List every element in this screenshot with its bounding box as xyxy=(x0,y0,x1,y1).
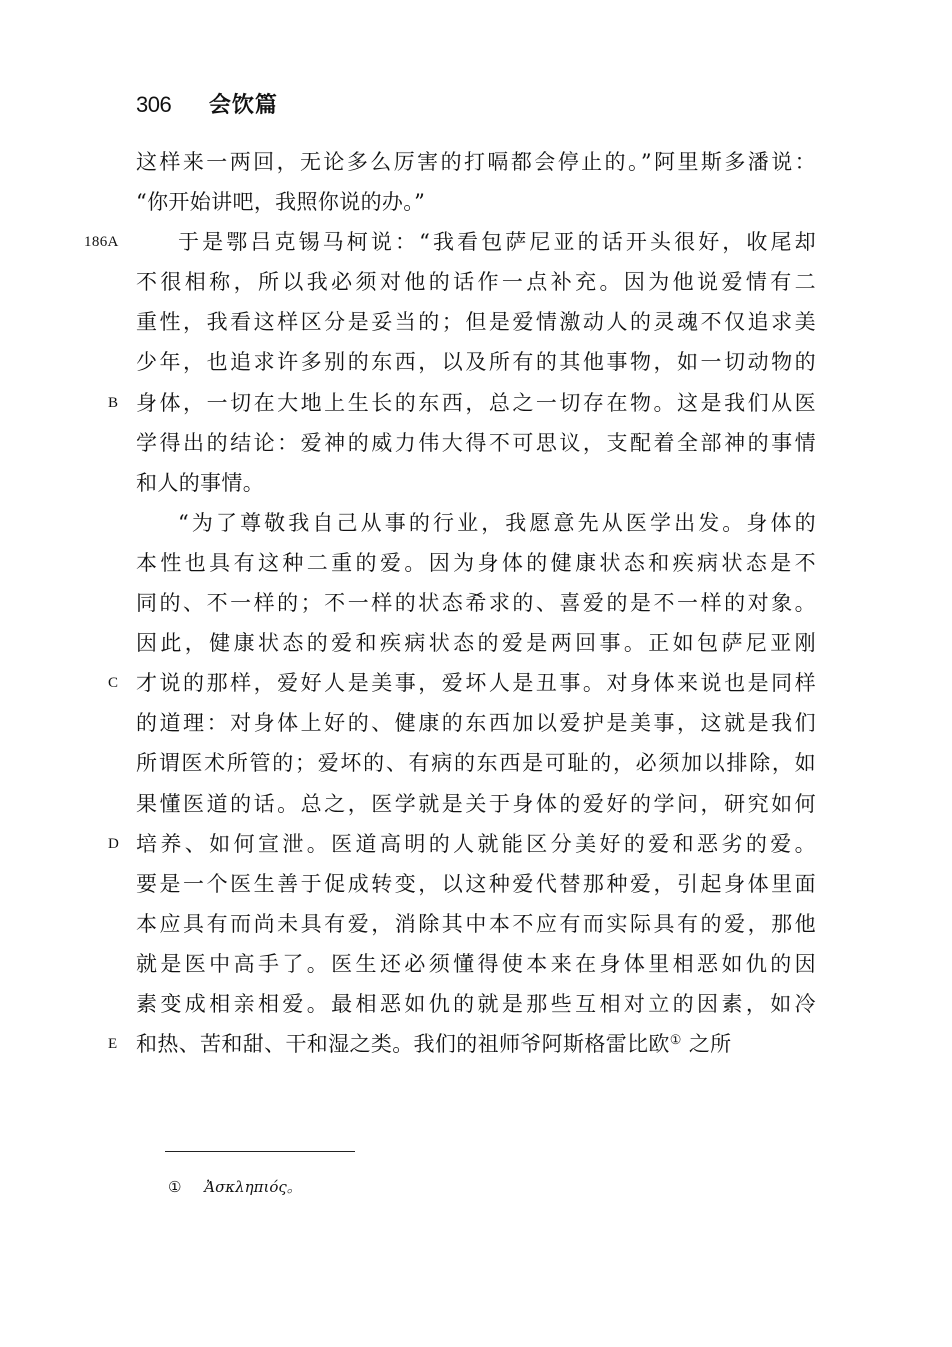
text-line xyxy=(136,864,816,904)
text-line xyxy=(136,503,816,543)
line-text: 和人的事情。 xyxy=(136,470,265,495)
line-text: 和热、苦和甜、干和湿之类。我们的祖师爷阿斯格雷比欧 xyxy=(136,1032,670,1057)
text-line xyxy=(136,944,816,984)
text-line xyxy=(136,463,816,503)
text-line xyxy=(136,984,816,1024)
text-line xyxy=(136,182,816,222)
text-line xyxy=(136,904,816,944)
text-line xyxy=(108,824,816,864)
line-text: 于是鄂吕克锡马柯说：“我看包萨尼亚的话开头很好，收尾却 xyxy=(178,230,816,255)
running-title: 会饮篇 xyxy=(208,93,278,118)
text-line xyxy=(108,663,816,703)
page-header xyxy=(136,88,278,119)
stephanus-marker: D xyxy=(108,835,120,852)
text-line xyxy=(136,743,816,783)
text-line xyxy=(136,543,816,583)
line-text: 所谓医术所管的；爱坏的、有病的东西是可耻的，必须加以排除，如 xyxy=(136,751,816,776)
text-line xyxy=(136,423,816,463)
text-line xyxy=(136,784,816,824)
stephanus-marker: 186A xyxy=(84,234,119,251)
footnote-mark: ① xyxy=(168,1178,182,1196)
line-text: 同的、不一样的；不一样的状态希求的、喜爱的是不一样的对象。 xyxy=(136,591,816,616)
line-text: 要是一个医生善于促成转变，以这种爱代替那种爱，引起身体里面 xyxy=(136,871,816,896)
footnote-divider xyxy=(165,1151,355,1152)
text-line xyxy=(136,262,816,302)
line-text-tail: 之所 xyxy=(681,1032,732,1057)
line-text: 本性也具有这种二重的爱。因为身体的健康状态和疾病状态是不 xyxy=(136,550,816,575)
line-text: 因此，健康状态的爱和疾病状态的爱是两回事。正如包萨尼亚刚 xyxy=(136,631,816,656)
text-line xyxy=(108,383,816,423)
line-text: “你开始讲吧，我照你说的办。” xyxy=(136,190,426,215)
footnote-text: Ἀσκληπιός。 xyxy=(204,1178,302,1196)
footnote xyxy=(168,1176,302,1197)
text-line xyxy=(108,1024,816,1064)
stephanus-marker: E xyxy=(108,1036,118,1053)
text-line xyxy=(136,342,816,382)
line-text: 就是医中高手了。医生还必须懂得使本来在身体里相恶如仇的因 xyxy=(136,951,816,976)
line-text: 学得出的结论：爱神的威力伟大得不可思议，支配着全部神的事情 xyxy=(136,430,816,455)
line-text: 才说的那样，爱好人是美事，爱坏人是丑事。对身体来说也是同样 xyxy=(136,671,816,696)
stephanus-marker: B xyxy=(108,394,119,411)
text-line xyxy=(136,302,816,342)
line-text: 果懂医道的话。总之，医学就是关于身体的爱好的学问，研究如何 xyxy=(136,791,816,816)
line-text: 身体，一切在大地上生长的东西，总之一切存在物。这是我们从医 xyxy=(136,390,816,415)
line-text: 少年，也追求许多别的东西，以及所有的其他事物，如一切动物的 xyxy=(136,350,816,375)
line-text: 的道理：对身体上好的、健康的东西加以爱护是美事，这就是我们 xyxy=(136,711,816,736)
line-text: 素变成相亲相爱。最相恶如仇的就是那些互相对立的因素，如冷 xyxy=(136,991,816,1016)
page-number: 306 xyxy=(136,92,172,117)
line-text: 培养、如何宣泄。医道高明的人就能区分美好的爱和恶劣的爱。 xyxy=(136,831,816,856)
line-text: 不很相称，所以我必须对他的话作一点补充。因为他说爱情有二 xyxy=(136,270,816,295)
text-line xyxy=(136,142,816,182)
text-line xyxy=(136,583,816,623)
line-text: 本应具有而尚未具有爱，消除其中本不应有而实际具有的爱，那他 xyxy=(136,911,816,936)
stephanus-marker: C xyxy=(108,675,119,692)
text-line xyxy=(136,623,816,663)
text-line xyxy=(84,222,816,262)
line-text: “为了尊敬我自己从事的行业，我愿意先从医学出发。身体的 xyxy=(178,510,816,535)
text-line xyxy=(136,703,816,743)
footnote-reference: ① xyxy=(669,1033,682,1049)
line-text: 重性，我看这样区分是妥当的；但是爱情激动人的灵魂不仅追求美 xyxy=(136,310,816,335)
body-text xyxy=(84,142,816,1064)
line-text: 这样来一两回，无论多么厉害的打嗝都会停止的。”阿里斯多潘说： xyxy=(136,150,816,174)
